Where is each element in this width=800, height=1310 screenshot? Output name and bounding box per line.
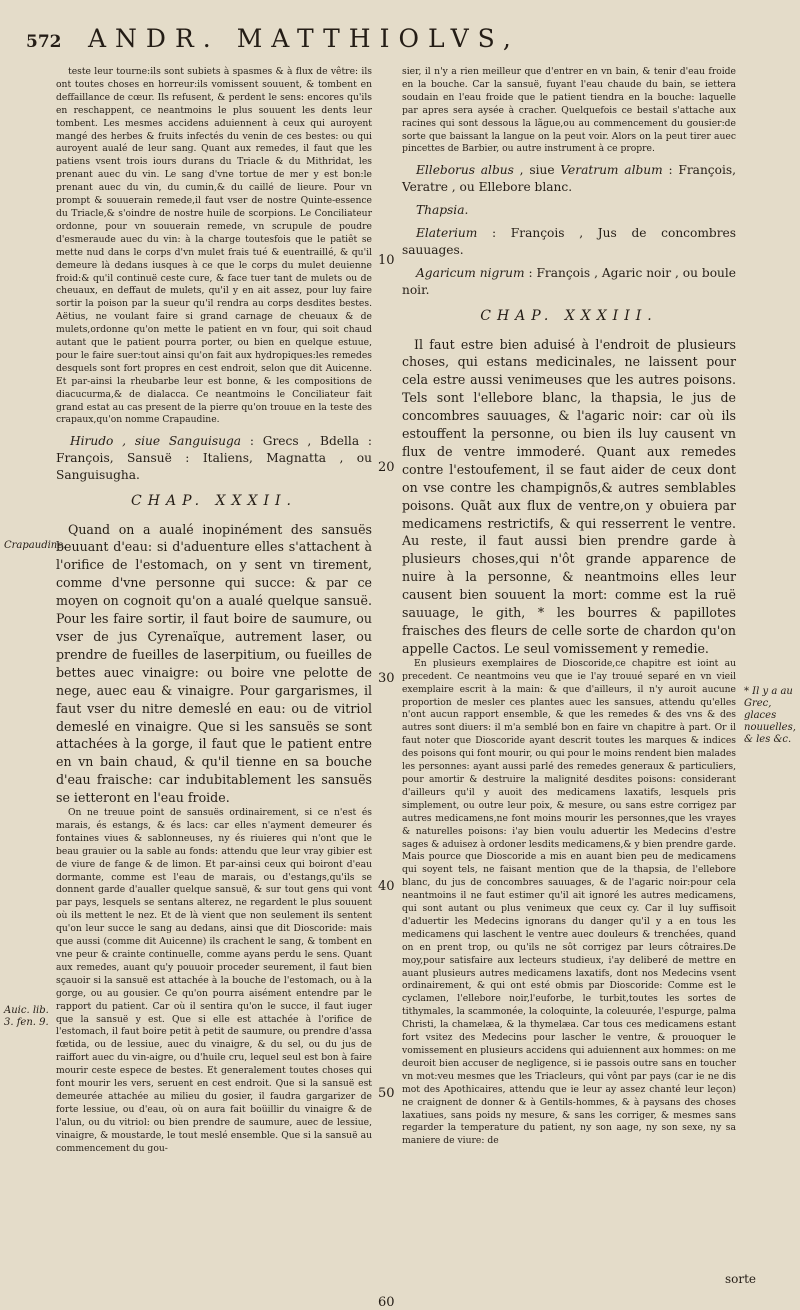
synonym-latin: Hirudo , siue Sanguisuga	[70, 434, 242, 449]
page-header	[26, 24, 776, 60]
left-paragraph-2: Quand on a aualé inopinément des sansuës beuuant d'eau: si d'aduenture elles s'attachent à l'orifice de l'estomach, on y sent vn tirement, comme d'vne personne qui succe: & par ce moyen on cognoit qu'on a aualé quelque sansuë. Pour les faire sortir, il faut boire de saumure, ou vser de jus Cyrenaïque, autrement laser, ou prendre de fueilles de laserpitium, ou fueilles de bettes auec vinaigre: ou boire vne pelotte de nege, auec eau & vinaigre. Pour gargarismes, il faut vser du nitre demeslé en eau: ou de vitriol demeslé en vinaigre. Que si les sansuës se sont attachées à la gorge, il faut que le patient entre en vn bain chaud, & qu'il tienne en sa bouche d'eau fraische: car indubitablement les sansuës se ietteront en l'eau froide.	[56, 521, 372, 806]
left-paragraph-3: On ne treuue point de sansuës ordinairement, si ce n'est és marais, és estangs, & és lacs: car elles n'ayment demeurer és fontaines viues & sablonneuses, ny és riuieres qui n'ont que le beau grauier ou la sable au fonds: attendu que leur vray gibier est de viure de fange & de limon. Et par-ainsi ceux qui boiront d'eau dormante, comme est l'eau de marais, ou d'estangs,qu'ils se donnent garde d'aualler quelque sansuë, & sur tout gens qui vont par pays, lesquels se sentans alterez, ne regardent le plus souuent où ils mettent le nez. Et de là vient que non seulement ils sentent qu'on leur succe le sang au dedans, ainsi que dit Dioscoride: mais que aussi (comme dit Auicenne) ils crachent le sang, & tombent en vne peur & crainte continuelle, comme ayans perdu le sens. Quant aux remedes, auant qu'y pouuoir proceder seurement, il faut bien sçauoir si la sansuë est attachée à la bouche de l'estomach, ou à la gorge, ou au gousier. Ce qu'on pourra aisément entendre par le rapport du patient. Car où il sentira qu'on le succe, il faut iuger que la sansuë y est. Que si elle est attachée à l'orifice de l'estomach, il faut boire petit à petit de saumure, ou prendre d'assa fœtida, ou de lessiue, auec du vinaigre, & du sel, ou du jus de raiffort auec du vin-aigre, ou d'huile cru, lequel seul est bon à faire mourir ceste espece de bestes. Et generalement toutes choses qui font mourir les vers, seruent en cest endroit. Que si la sansuë est demeurée attachée au milieu du gosier, il faudra gargarizer de forte lessiue, ou d'eau, où on aura fait boüillir du vinaigre & de l'alun, ou du vitriol: ou bien prendre de saumure, auec de lessiue, vinaigre, & moustarde, le tout meslé ensemble. Que si la sansuë au commencement du gou-	[56, 807, 372, 1154]
chapter-heading-33: CHAP. XXXIII.	[480, 308, 658, 325]
left-paragraph-1: teste leur tourne:ils sont subiets à spasmes & à flux de vêtre: ils ont toutes choses en horreur:ils vomissent souuent, & tombent en deffaillance de cœur. Ils refusent, & perdent le sens: encores qu'ils en reschappent, ce neantmoins le plus souuent les dents leur tombent. Les mesmes accidens aduiennent à ceux qui auroyent mangé des herbes & fruits infectés du venin de ces bestes: ou qui auroyent aualé de leur sang. Quant aux remedes, il faut que les patiens vsent trois iours durans du Triacle & du Mithridat, les prenant auec du vin. Le sang d'vne tortue de mer y est bon:le prenant auec du vin, du cumin,& du caillé de lieure. Pour vn prompt & souuerain remede,il faut vser de nostre Quinte-essence du Triacle,& s'oindre de nostre huile de scorpions. Le Conciliateur ordonne, pour vn souuerain remede, vn scrupule de poudre d'esmeraude auec du vin: à la charge toutesfois que le patiêt se mette nud dans le corps d'vn mulet frais tué & euentraillé, & qu'il demeure là dedans iusques à ce que le corps du mulet deuienne froid:& qu'il continuë ceste cure, & face tuer tant de mulets ou de cheuaux, en deffaut de mulets, qu'il y en ait assez, pour luy faire sortir la poison par la sueur qu'il rendra au corps desdites bestes. Aëtius, ne voulant faire si grand carnage de cheuaux & de mulets,ordonne qu'on mette le patient en vn four, qui soit chaud autant que le patient pourra porter, ou bien en quelque estuue, pour le faire suer:tout ainsi qu'on fait aux hydropiques:les remedes desquels sont fort propres en cest endroit, selon que dit Auicenne. Et par-ainsi la rheubarbe leur est bonne, & les compositions de diacucurma,& de dialacca. Ce neantmoins le Conciliateur fait grand estat au cas present de la pierre qu'on trouue en la teste des crapaux,qu'on nomme Crapaudine.	[56, 66, 372, 426]
line-number-60: 60	[378, 1295, 395, 1310]
margin-note-greek: * Il y a au Grec, glaces nouuelles, & les &c.	[744, 686, 796, 745]
right-column	[402, 66, 736, 1281]
page-number: 572	[26, 32, 62, 52]
running-head: ANDR. MATTHIOLVS,	[88, 24, 520, 53]
right-synonyms-2: Thapsia.	[416, 203, 469, 218]
right-synonyms-3: Elaterium : François , Jus de concombres sauuages.	[402, 226, 736, 258]
right-synonyms-4: Agaricum nigrum : François , Agaric noir , ou boule noir.	[402, 266, 736, 298]
right-paragraph-1: sier, il n'y a rien meilleur que d'entrer en vn bain, & tenir d'eau froide en la bouche. Car la sansuë, fuyant l'eau chaude du bain, se iettera soudain en l'eau froide que le patient tiendra en la bouche: laquelle par apres sera aysée à cracher. Quelquefois ce bestail s'attache aux racines qui sont dessous la lãgue,ou au commencement du gousier:de sorte que baissant la langue on la peut voir. Alors on la peut tirer auec pincettes de Barbier, ou autre instrument à ce propre.	[402, 66, 736, 155]
left-synonyms	[56, 433, 372, 484]
line-number-50: 50	[378, 1086, 395, 1101]
line-number-20: 20	[378, 460, 395, 475]
left-column	[56, 66, 372, 1281]
right-paragraph-2: Il faut estre bien aduisé à l'endroit de plusieurs choses, qui estans medicinales, ne laissent pour cela estre aussi venimeuses que les autres poisons. Tels sont l'ellebore blanc, la thapsia, le jus de concombres sauuages, & l'agaric noir: car où ils estouffent la personne, ou bien ils luy causent vn flux de ventre immoderé. Quant aux remedes contre l'estoufement, il se faut aider de ceux dont on vse contre les champignõs,& autres semblables poisons. Quãt aux flux de ventre,on y obuiera par medicamens restrictifs, & qui resserrent le ventre. Au reste, il faut aussi bien prendre garde à plusieurs choses,qui n'ôt grande apparence de nuire à la personne, & neantmoins elles leur causent bien souuent la mort: comme est la ruë sauuage, le gith, * les bourres & papillotes fraisches des fleurs de celle sorte de chardon qu'on appelle Cactos. Le seul vomissement y remedie.	[402, 336, 736, 656]
chapter-heading-32: CHAP. XXXII.	[131, 493, 297, 510]
line-number-30: 30	[378, 671, 395, 686]
line-number-10: 10	[378, 253, 395, 268]
margin-note-auicenne: Auic. lib. 3. fen. 9.	[4, 1005, 49, 1028]
synonym-vernacular: : Grecs , Bdella : François, Sansuë : Italiens, Magnatta , ou Sanguisugha.	[56, 434, 372, 483]
right-synonyms-1: Elleborus albus , siue Veratrum album : François, Veratre , ou Ellebore blanc.	[402, 163, 736, 195]
right-paragraph-3: En plusieurs exemplaires de Dioscoride,ce chapitre est ioint au precedent. Ce neantmoins veu que ie l'ay trouué separé en vn vieil exemplaire escrit à la main: & que d'ailleurs, il n'y auroit aucune proportion de mesler ces plantes auec les sansues, attendu qu'elles n'ont aucun rapport ensemble, & que les remedes & des vns & des autres sont diuers: il m'a semblé bon en faire vn chapitre à part. Or il faut noter que Dioscoride ayant descrit toutes les marques & indices des poisons qui font mourir, ou qui pour le moins rendent bien malades les personnes: ayant aussi parlé des remedes generaux & particuliers, pour amortir & destruire la malignité desdites poisons: considerant d'ailleurs qu'il y auoit des medicamens laxatifs, lesquels pris simplement, ou outre leur poix, & mesure, ou sans estre corrigez par autres medicamens,ne font moins mourir les personnes,que les vrayes & naturelles poisons: i'ay bien voulu aduertir les Medecins d'estre sages & aduisez à ordoner lesdits medicamens,& y bien prendre garde. Mais pource que Dioscoride a mis en auant bien peu de medicamens qui soyent tels, ne faisant mention que de la thapsia, de l'ellebore blanc, du jus de concombres sauuages, & de l'agaric noir:pour cela neantmoins il ne faut estimer qu'il ait ignoré les autres medicamens, qui sont autant ou plus venimeux que ceux cy. Car il luy suffisoit d'aduertir les Medecins ignorans du danger qu'il y a en tous les medicamens qui laschent le ventre auec douleurs & trenchées, quand on en prent trop, ou qu'ils ne sôt corrigez par leurs côtraires.De moy,pour satisfaire aux lecteurs studieux, i'ay deliberé de mettre en auant plusieurs autres medicamens laxatifs, dont nos Medecins vsent ordinairement, & qui ont esté obmis par Dioscoride: Comme est le cyclamen, l'ellebore noir,l'euforbe, le turbit,toutes les sortes de tithymales, la scammonée, la coloquinte, la coleuurée, l'espurge, palma Christi, la chamelæa, & la thymelæa. Car tous ces medicamens estant fort vsitez des Medecins pour lascher le ventre, & prouoquer le vomissement en plusieurs accidens qui aduiennent aux hommes: on me deuroit bien accuser de negligence, si ie passois outre sans en toucher vn mot:veu mesmes que les Triacleurs, qui vônt par pays (car ie ne dis mot des Apothicaires, attendu que ie leur ay assez chanté leur leçon) ne craignent de donner & à Gentils-hommes, & à paysans des choses laxatiues, sans poids ny mesure, & sans les corriger, & mesmes sans regarder la temperature du patient, ny son aage, ny son sexe, ny sa maniere de viure: de	[402, 657, 736, 1147]
margin-note-crapaudine: Crapaudine.	[4, 540, 67, 551]
line-number-40: 40	[378, 879, 395, 894]
catchword: sorte	[724, 1272, 756, 1286]
